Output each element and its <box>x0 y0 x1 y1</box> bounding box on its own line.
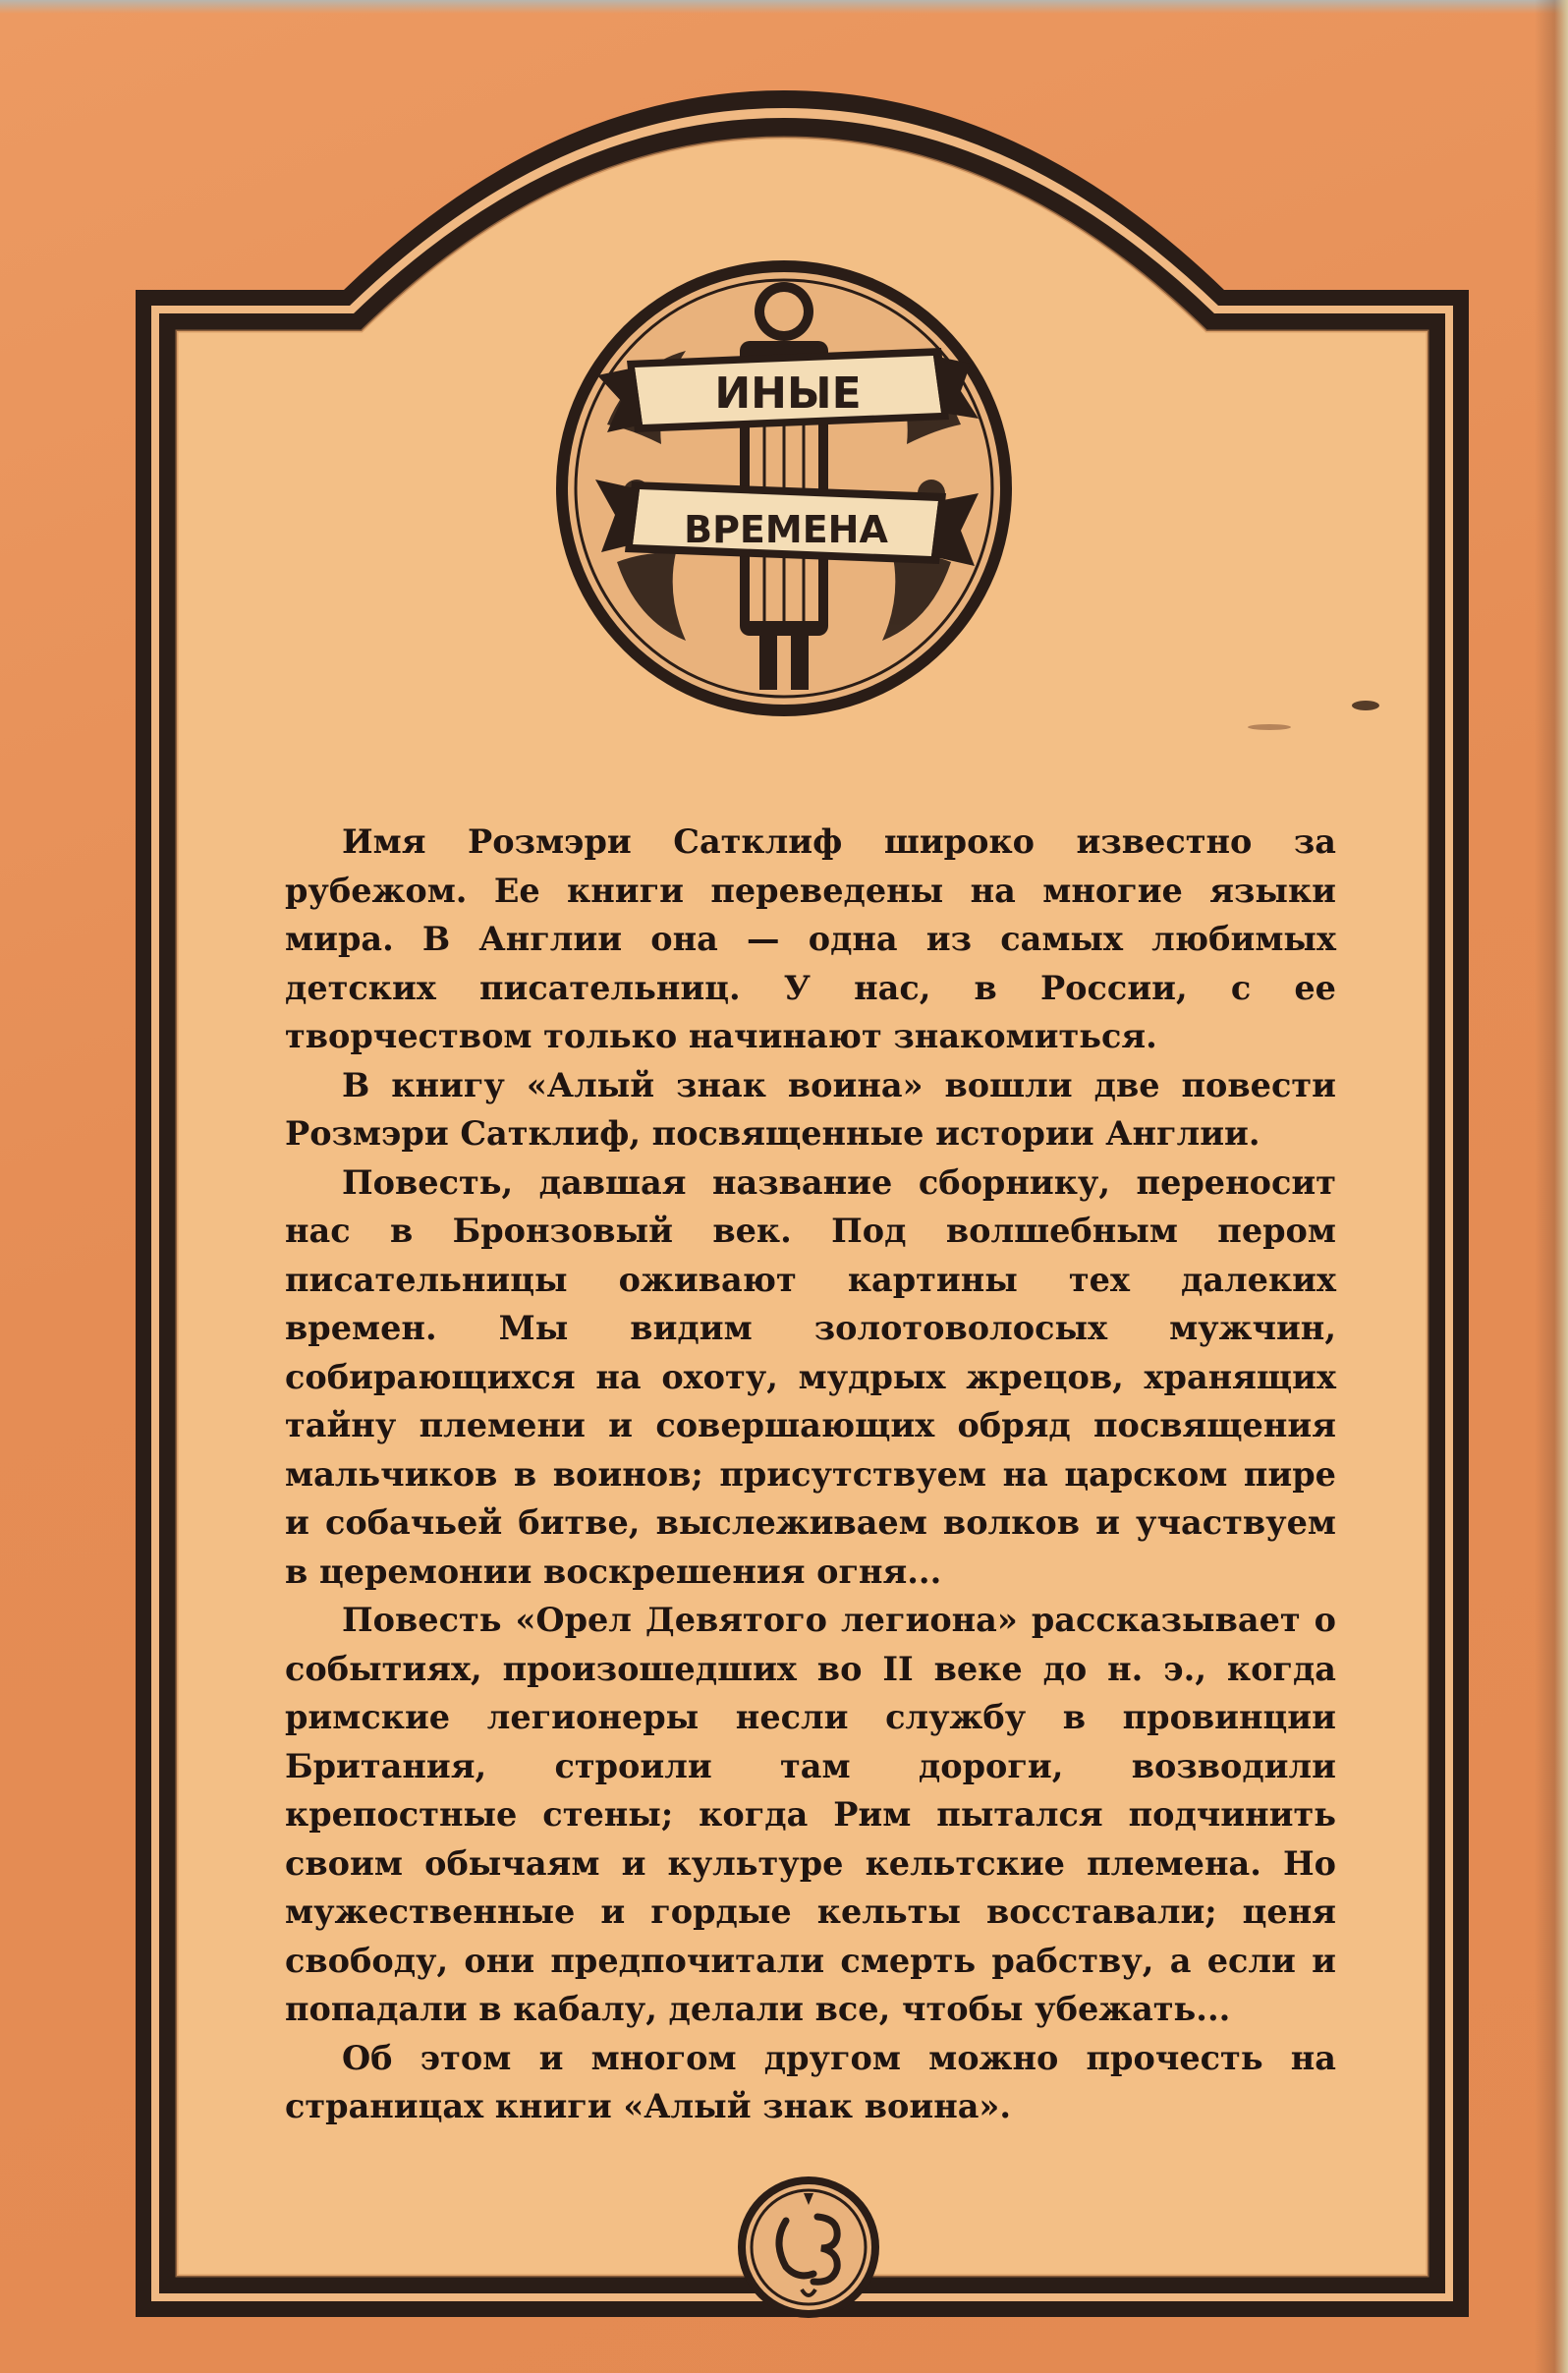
book-spine-edge <box>1535 0 1568 2373</box>
paragraph-1: Имя Розмэри Сатклиф широко известно за рубежом. Ее книги переведены на многие языки мира. В Англии она — одна из самых любимых детских писательниц. У нас, в России, с ее творчеством только начинают знакомиться. <box>285 822 1336 1055</box>
series-emblem-medallion <box>538 257 1065 719</box>
publisher-logo-icon <box>735 2174 882 2321</box>
paragraph-3: Повесть, давшая название сборнику, переносит нас в Бронзовый век. Под волшебным пером писательницы оживают картины тех далеких времен. Мы видим золотоволосых мужчин, собирающихся на охоту, мудрых жрецов, хранящих тайну племени и совершающих обряд посвящения мальчиков в воинов; присутствуем на царском пире и собачьей битве, выслеживаем волков и участвуем в церемонии воскрешения огня... <box>285 1162 1336 1591</box>
paragraph-4: Повесть «Орел Девятого легиона» рассказывает о событиях, произошедших во II веке до н. э., когда римские легионеры несли службу в провинции Британия, строили там дороги, возводили крепостные стены; когда Рим пытался подчинить своим обычаям и культуре кельтские племена. Но мужественные и гордые кельты восставали; ценя свободу, они предпочитали смерть рабству, а если и попадали в кабалу, делали все, чтобы убежать... <box>285 1601 1336 2028</box>
cover-annotation-text <box>285 818 1336 2131</box>
emblem-title-line2: ВРЕМЕНА <box>684 508 888 551</box>
emblem-title-line1: ИНЫЕ <box>714 368 862 419</box>
paragraph-5: Об этом и многом другом можно прочесть на страницах книги «Алый знак воина». <box>285 2038 1336 2125</box>
paragraph-2: В книгу «Алый знак воина» вошли две повести Розмэри Сатклиф, посвященные истории Англии. <box>285 1065 1336 1153</box>
